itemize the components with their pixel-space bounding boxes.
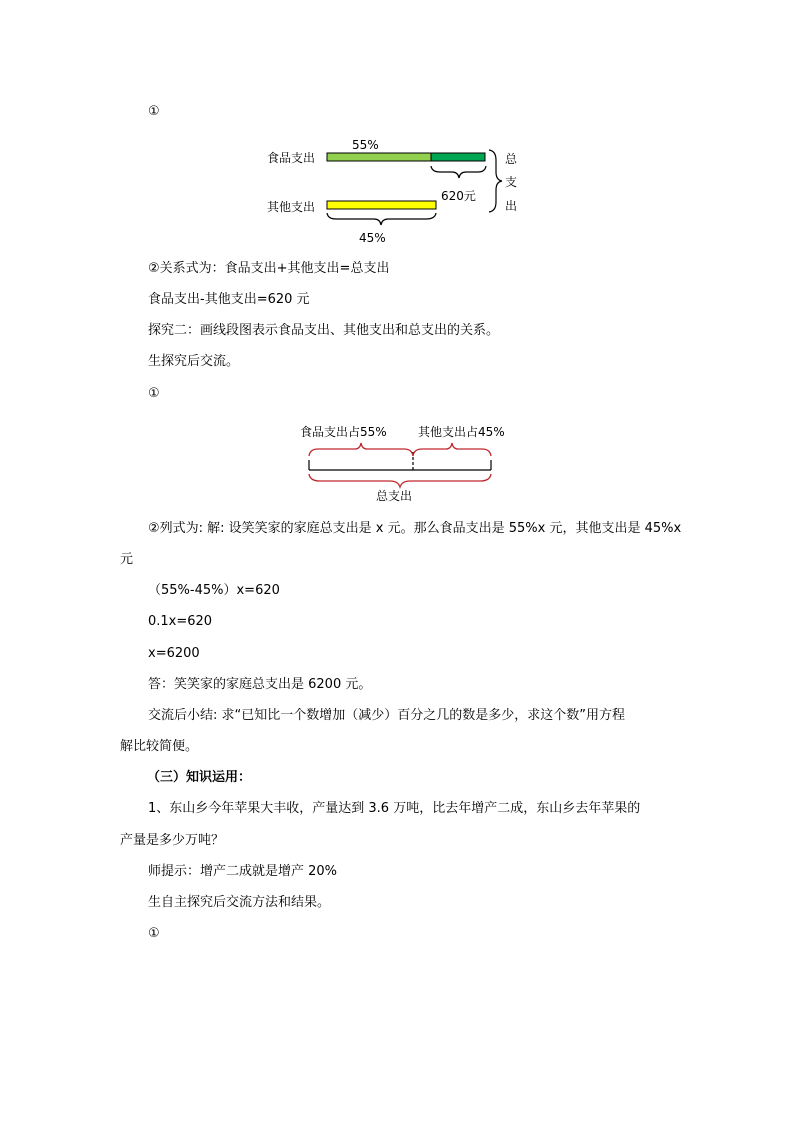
other-share-label: 其他支出占45% [418,425,505,439]
step-marker-2: ① [148,386,160,401]
paragraph-formula-cont: 元 [120,552,134,567]
total-expense-label: 总支出 [376,489,413,503]
summary-line: 交流后小结: 求“已知比一个数增加（减少）百分之几的数是多少，求这个数”用方程 [148,708,625,723]
other-bar-45 [327,201,436,209]
problem-1: 1、东山乡今年苹果大丰收，产量达到 3.6 万吨，比去年增产二成，东山乡去年苹果的 [148,801,641,816]
other-pct-label: 45% [359,231,386,245]
equation-line-2: 0.1x=620 [148,614,213,629]
total-bottom-brace [309,474,491,487]
food-share-label: 食品支出占55% [300,425,387,439]
food-top-brace [309,443,413,456]
total-brace [489,150,502,212]
paragraph-relation: ②关系式为：食品支出+其他支出=总支出 [148,261,390,276]
equation-line-3: x=6200 [148,646,200,661]
total-label-char-1: 总 [505,152,518,166]
diff-amount-label: 620元 [441,189,476,203]
step-marker-3: ① [148,926,160,941]
other-expense-label: 其他支出 [267,200,316,214]
step-marker-1: ① [148,104,160,119]
food-pct-label: 55% [352,138,379,152]
section-heading: （三）知识运用： [147,770,252,785]
food-bar-diff [431,153,485,161]
student-activity: 生自主探究后交流方法和结果。 [148,895,331,910]
other-brace [327,213,436,225]
paragraph-explore-2: 探究二：画线段图表示食品支出、其他支出和总支出的关系。 [148,323,500,338]
food-expense-label: 食品支出 [267,151,316,165]
paragraph-formula: ②列式为: 解: 设笑笑家的家庭总支出是 x 元。那么食品支出是 55%x 元，其他支出是 45%x [148,521,682,536]
summary-line-cont: 解比较简便。 [120,739,199,754]
food-bar-55 [327,153,431,161]
answer-line: 答：笑笑家的家庭总支出是 6200 元。 [148,677,372,692]
paragraph-exchange: 生探究后交流。 [148,354,240,369]
total-label-char-2: 支 [505,175,518,189]
other-top-brace [413,443,491,456]
problem-1-cont: 产量是多少万吨？ [120,833,225,848]
paragraph-equation: 食品支出-其他支出=620 元 [148,292,310,307]
total-label-char-3: 出 [505,199,518,213]
equation-line-1: （55%-45%）x=620 [148,583,280,598]
diff-brace [431,166,486,178]
teacher-hint: 师提示：增产二成就是增产 20% [148,864,338,879]
